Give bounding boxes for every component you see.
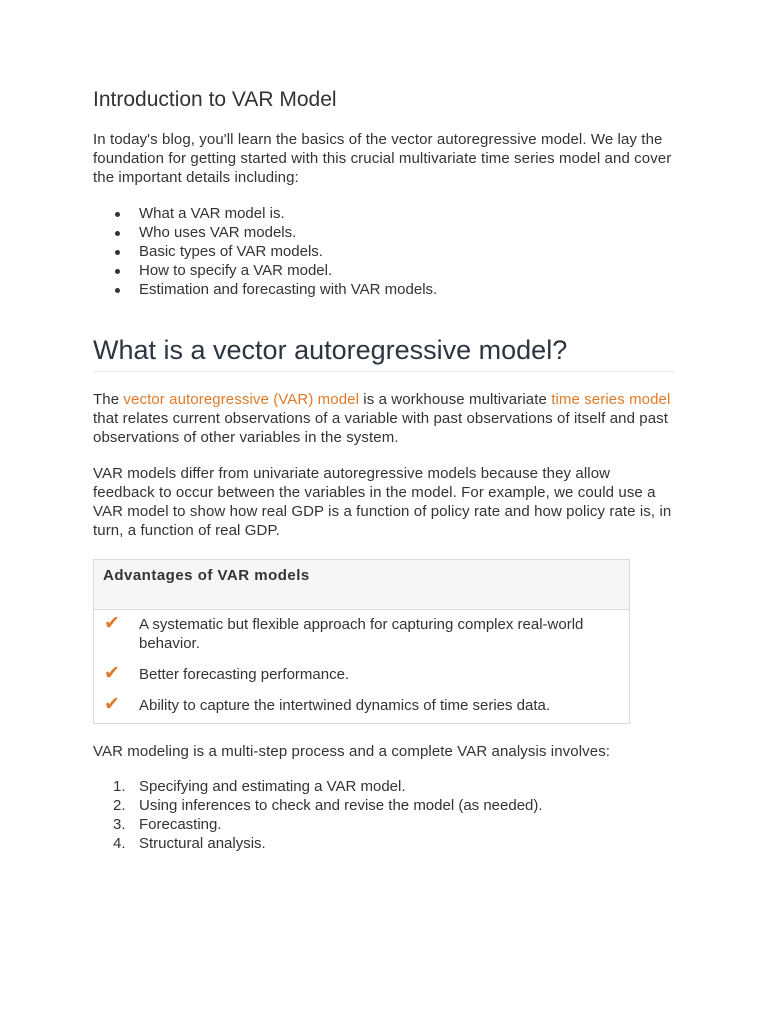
advantages-list	[94, 610, 629, 723]
advantage-item	[94, 615, 629, 653]
feedback-paragraph: VAR models differ from univariate autoregressive models because they allow feedback to occur between the variables in the model. For example, we could use a VAR model to show how real GDP is a function of policy rate and how policy rate is, in turn, a function of real GDP.	[93, 465, 672, 539]
advantage-text: A systematic but flexible approach for capturing complex real-world behavior.	[139, 616, 584, 652]
var-model-link[interactable]: vector autoregressive (VAR) model	[123, 391, 360, 408]
definition-text-start: The	[93, 391, 124, 408]
advantage-item	[94, 696, 629, 715]
list-item	[93, 242, 675, 261]
step-number: 3.	[113, 816, 126, 833]
list-item-text: How to specify a VAR model.	[139, 262, 333, 279]
bullet-icon	[115, 288, 120, 293]
process-paragraph: VAR modeling is a multi-step process and a complete VAR analysis involves:	[93, 743, 611, 760]
advantage-text: Better forecasting performance.	[139, 666, 350, 683]
list-item	[93, 280, 675, 299]
step-text: Forecasting.	[139, 816, 222, 833]
bullet-icon	[115, 231, 120, 236]
list-item	[93, 204, 675, 223]
step-number: 4.	[113, 835, 126, 852]
advantage-text: Ability to capture the intertwined dynamics of time series data.	[139, 697, 551, 714]
definition-text-middle: is a workhouse multivariate	[359, 391, 552, 408]
list-item	[93, 261, 675, 280]
advantages-header	[94, 560, 629, 610]
list-item-text: What a VAR model is.	[139, 205, 285, 222]
intro-paragraph: In today's blog, you'll learn the basics of the vector autoregressive model. We lay the foundation for getting started with this crucial multivariate time series model and cover the important details including:	[93, 131, 672, 186]
steps-list	[93, 777, 675, 853]
definition-text-end: that relates current observations of a variable with past observations of itself and past observations of other variables in the system.	[93, 410, 669, 446]
checkmark-icon: ✔	[104, 663, 120, 684]
bullet-icon	[115, 269, 120, 274]
step-item	[93, 796, 675, 815]
step-number: 1.	[113, 778, 126, 795]
section-title: What is a vector autoregressive model?	[93, 333, 675, 372]
step-number: 2.	[113, 797, 126, 814]
topics-list	[93, 204, 675, 299]
step-text: Using inferences to check and revise the model (as needed).	[139, 797, 543, 814]
step-text: Specifying and estimating a VAR model.	[139, 778, 406, 795]
intro-title: Introduction to VAR Model	[93, 88, 337, 111]
list-item-text: Basic types of VAR models.	[139, 243, 323, 260]
article	[93, 86, 675, 853]
checkmark-icon: ✔	[104, 613, 120, 634]
step-item	[93, 815, 675, 834]
step-item	[93, 834, 675, 853]
definition-paragraph	[93, 390, 675, 447]
list-item-text: Estimation and forecasting with VAR models.	[139, 281, 438, 298]
advantages-title: Advantages of VAR models	[103, 567, 310, 584]
step-text: Structural analysis.	[139, 835, 266, 852]
bullet-icon	[115, 250, 120, 255]
bullet-icon	[115, 212, 120, 217]
advantage-item	[94, 665, 629, 684]
list-item-text: Who uses VAR models.	[139, 224, 297, 241]
step-item	[93, 777, 675, 796]
time-series-model-link[interactable]: time series model	[551, 391, 671, 408]
list-item	[93, 223, 675, 242]
advantages-box	[93, 559, 630, 724]
checkmark-icon: ✔	[104, 694, 120, 715]
